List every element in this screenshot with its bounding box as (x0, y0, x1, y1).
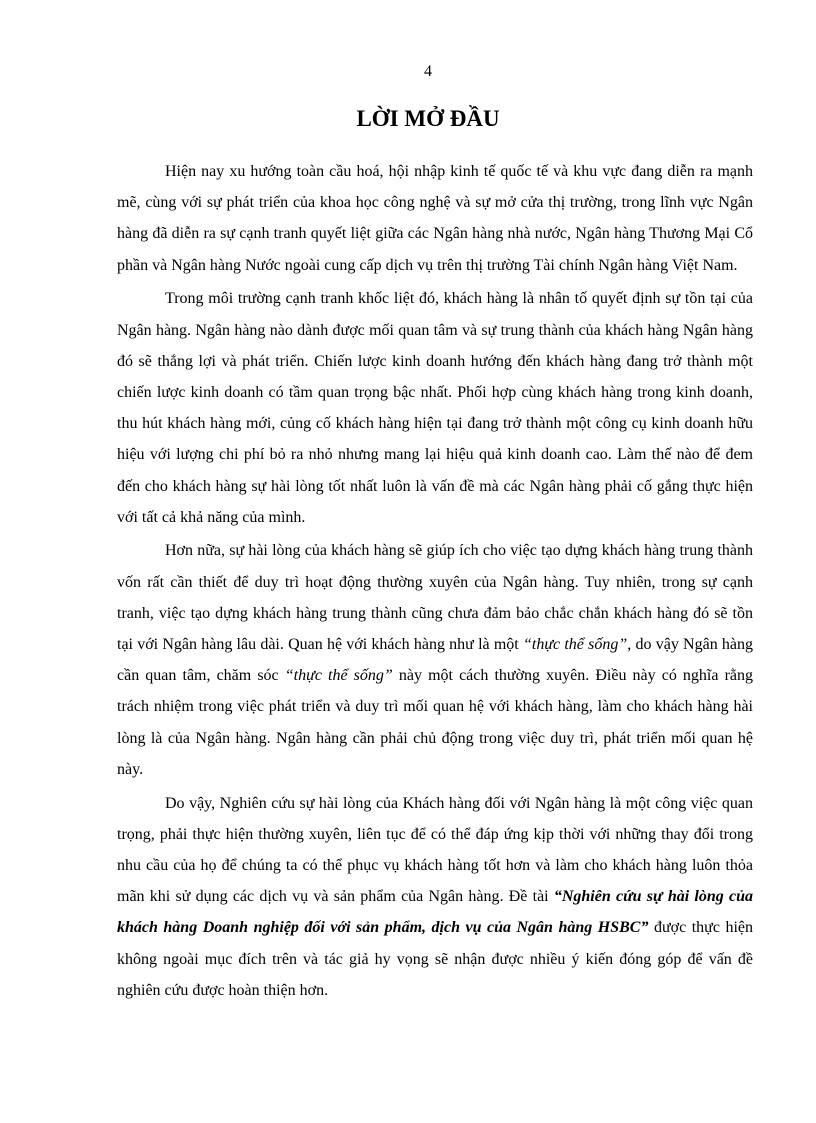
paragraph-4 (117, 788, 753, 1006)
paragraph-3-italic-1: “thực thể sống” (522, 636, 628, 654)
page-title: LỜI MỞ ĐẦU (356, 106, 500, 131)
paragraph-1: Hiện nay xu hướng toàn cầu hoá, hội nhập kinh tế quốc tế và khu vực đang diễn ra mạnh mẽ, cùng với sự phát triển của khoa học công nghệ và sự mở cửa thị trường, trong lĩnh vực Ngân hàng đã diễn ra sự cạnh tranh quyết liệt giữa các Ngân hàng nhà nước, Ngân hàng Thương Mại Cổ phần và Ngân hàng Nước ngoài cung cấp dịch vụ trên thị trường Tài chính Ngân hàng Việt Nam. (117, 163, 753, 274)
paragraph-3 (117, 535, 753, 785)
paragraph-4-text-2: được thực hiện không ngoài mục đích trên và tác giả hy vọng sẽ nhận được nhiều ý kiến đóng góp để vấn đề nghiên cứu được hoàn thiện hơn. (117, 919, 754, 999)
paragraph-4-text-1: Do vậy, Nghiên cứu sự hài lòng của Khách hàng đối với Ngân hàng là một công việc quan trọng, phải thực hiện thường xuyên, liên tục để có thể đáp ứng kịp thời với những thay đổi trong nhu cầu của họ để chúng ta có thể phục vụ khách hàng tốt hơn và làm cho khách hàng luôn thỏa mãn khi sử dụng các dịch vụ và sản phẩm của Ngân hàng. Đề tài (117, 794, 753, 906)
paragraph-3-italic-2: “thực thể sống” (284, 667, 393, 685)
paragraph-2: Trong môi trường cạnh tranh khốc liệt đó, khách hàng là nhân tố quyết định sự tồn tại của Ngân hàng. Ngân hàng nào dành được mối quan tâm và sự trung thành của khách hàng Ngân hàng đó sẽ thắng lợi và phát triển. Chiến lược kinh doanh hướng đến khách hàng đang trở thành một chiến lược kinh doanh có tầm quan trọng bậc nhất. Phối hợp cùng khách hàng trong kinh doanh, thu hút khách hàng mới, củng cố khách hàng hiện tại đang trở thành một công cụ kinh doanh hữu hiệu với lượng chi phí bỏ ra nhỏ nhưng mang lại hiệu quả kinh doanh cao. Làm thế nào để đem đến cho khách hàng sự hài lòng tốt nhất luôn là vấn đề mà các Ngân hàng phải cố gắng thực hiện với tất cả khả năng của mình. (117, 290, 753, 526)
thesis-topic-title: “Nghiên cứu sự hài lòng của khách hàng Doanh nghiệp đối với sản phẩm, dịch vụ của Ngân hàng HSBC” (117, 888, 753, 937)
body-text (117, 156, 753, 1008)
paragraph-3-text-3: này một cách thường xuyên. Điều này có nghĩa rằng trách nhiệm trong việc phát triển và duy trì mối quan hệ với khách hàng, làm cho khách hàng hài lòng là của Ngân hàng. Ngân hàng cần phải chủ động trong việc duy trì, phát triển mối quan hệ này. (117, 667, 754, 778)
page-number: 4 (424, 63, 432, 80)
paragraph-3-text-2: , do vậy Ngân hàng cần quan tâm, chăm sóc (117, 636, 754, 685)
paragraph-3-text-1: Hơn nữa, sự hài lòng của khách hàng sẽ giúp ích cho việc tạo dựng khách hàng trung thành vốn rất cần thiết để duy trì hoạt động thường xuyên của Ngân hàng. Tuy nhiên, trong sự cạnh tranh, việc tạo dựng khách hàng trung thành cũng chưa đảm bảo chắc chắn khách hàng đó sẽ tồn tại với Ngân hàng lâu dài. Quan hệ với khách hàng như là một (117, 542, 753, 654)
